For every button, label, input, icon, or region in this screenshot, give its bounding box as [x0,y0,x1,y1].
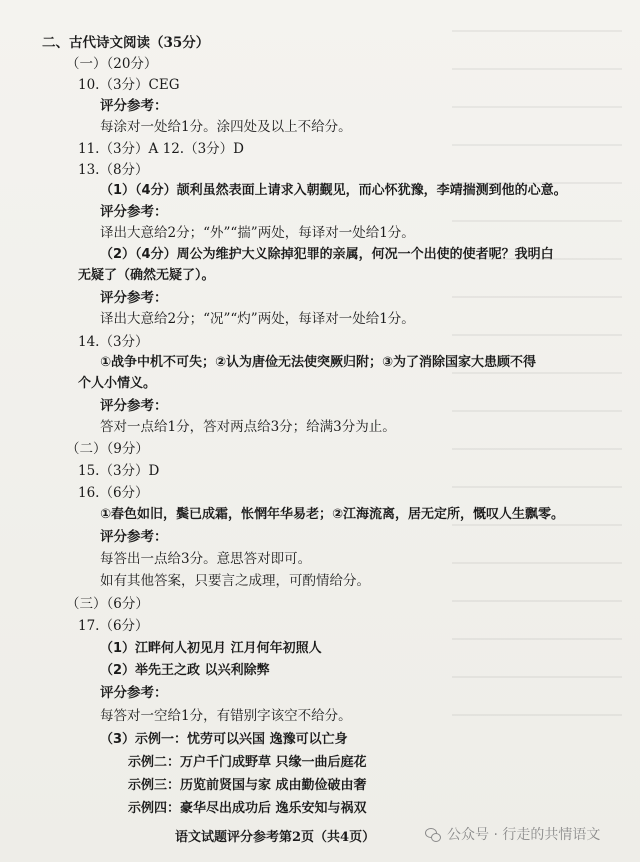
text-line: 14.（3分） [78,334,149,350]
text-line: 10.（3分）CEG [78,77,180,93]
text-line: （1）江畔何人初见月 江月何年初照人 [100,641,322,656]
watermark-text: 公众号 · 行走的共情语文 [447,827,601,843]
text-line: 评分参考： [100,290,168,306]
text-line: 二、古代诗文阅读（35分） [42,35,210,51]
page-footer: 语文试题评分参考第2页（共4页） [175,830,376,845]
text-line: 11.（3分）A 12.（3分）D [78,141,244,157]
text-line: 13.（8分） [78,162,149,178]
text-line: 如有其他答案，只要言之成理，可酌情给分。 [100,573,370,589]
text-line: 每涂对一处给1分。涂四处及以上不给分。 [100,119,352,135]
text-line: 每答对一空给1分，有错别字该空不给分。 [100,708,352,724]
text-line: 译出大意给2分；“外”“揣”两处，每译对一处给1分。 [100,225,415,241]
text-line: 示例四：豪华尽出成功后 逸乐安知与祸双 [128,801,367,816]
text-line: 评分参考： [100,204,168,220]
text-line: 译出大意给2分；“况”“灼”两处，每译对一处给1分。 [100,311,415,327]
text-line: 评分参考： [100,98,168,114]
text-line: （2）举先王之政 以兴利除弊 [100,663,270,678]
text-line: （三）（6分） [66,596,149,612]
text-line: 评分参考： [100,398,168,414]
text-line: 17.（6分） [78,618,149,634]
text-line: 答对一点给1分，答对两点给3分；给满3分为止。 [100,419,396,435]
text-line: ①春色如旧，鬓已成霜，怅惘年华易老；②江海流离，居无定所，慨叹人生飘零。 [100,507,565,522]
text-line: 示例三：历览前贤国与家 成由勤俭破由奢 [128,778,367,793]
text-line: 15.（3分）D [78,463,160,479]
text-line: 个人小情义。 [78,376,157,391]
text-line: （2）（4分）周公为维护大义除掉犯罪的亲属，何况一个出使的使者呢？我明白 [100,247,554,262]
text-line: 示例二：万户千门成野草 只缘一曲后庭花 [128,755,367,770]
text-line: ①战争中机不可失；②认为唐俭无法使突厥归附；③为了消除国家大患顾不得 [100,355,537,370]
text-line: 评分参考： [100,529,168,545]
text-line: 评分参考： [100,685,168,701]
text-line: （一）（20分） [66,56,158,72]
wechat-watermark [425,824,600,844]
text-line: （二）（9分） [66,441,149,457]
text-line: 每答出一点给3分。意思答对即可。 [100,551,312,567]
bleed-through-text [452,30,622,730]
text-line: （1）（4分）颉利虽然表面上请求入朝觐见，而心怀犹豫，李靖揣测到他的心意。 [100,183,567,198]
text-line: 16.（6分） [78,485,149,501]
wechat-icon [425,828,441,841]
text-line: 无疑了（确然无疑了）。 [78,268,215,283]
text-line: （3）示例一：忧劳可以兴国 逸豫可以亡身 [100,732,348,747]
